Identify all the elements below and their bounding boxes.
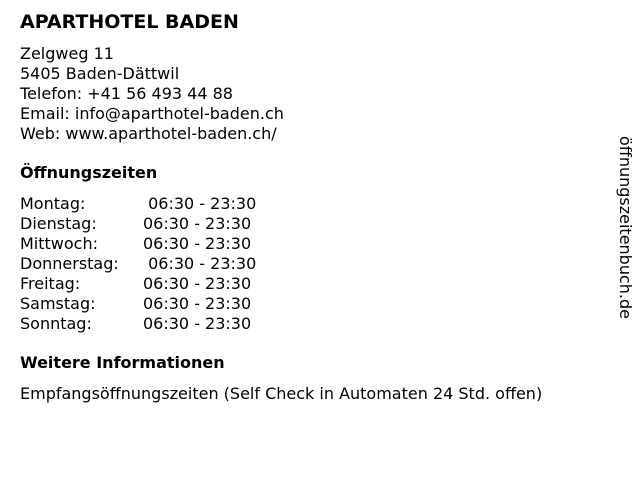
city-postal: 5405 Baden-Dättwil	[20, 64, 180, 83]
street-address: Zelgweg 11	[20, 44, 114, 63]
brand-watermark: öffnungszeitenbuch.de	[616, 136, 635, 319]
time-range: 06:30 - 23:30	[143, 274, 252, 293]
time-range: 06:30 - 23:30	[143, 254, 257, 273]
address-block	[20, 44, 610, 144]
opening-hours-heading: Öffnungszeiten	[20, 163, 158, 182]
day-label: Sonntag:	[20, 314, 92, 333]
time-range: 06:30 - 23:30	[143, 234, 252, 253]
day-label: Samstag:	[20, 294, 96, 313]
more-info-text: Empfangsöffnungszeiten (Self Check in Automaten 24 Std. offen)	[20, 384, 543, 403]
more-info-heading: Weitere Informationen	[20, 353, 225, 372]
business-name: APARTHOTEL BADEN	[20, 11, 239, 33]
opening-hours-table	[20, 194, 610, 334]
time-range: 06:30 - 23:30	[143, 194, 257, 213]
day-label: Freitag:	[20, 274, 81, 293]
day-label: Dienstag:	[20, 214, 97, 233]
hours-row	[20, 194, 610, 214]
email-address: Email: info@aparthotel-baden.ch	[20, 104, 284, 123]
listing-card	[20, 8, 610, 404]
time-range: 06:30 - 23:30	[143, 294, 252, 313]
phone-number: Telefon: +41 56 493 44 88	[20, 84, 233, 103]
hours-row	[20, 274, 610, 294]
time-range: 06:30 - 23:30	[143, 214, 252, 233]
hours-row	[20, 214, 610, 234]
hours-row	[20, 234, 610, 254]
time-range: 06:30 - 23:30	[143, 314, 252, 333]
day-label: Mittwoch:	[20, 234, 98, 253]
website-url: Web: www.aparthotel-baden.ch/	[20, 124, 277, 143]
hours-row	[20, 314, 610, 334]
hours-row	[20, 294, 610, 314]
day-label: Donnerstag:	[20, 254, 119, 273]
day-label: Montag:	[20, 194, 86, 213]
hours-row	[20, 254, 610, 274]
